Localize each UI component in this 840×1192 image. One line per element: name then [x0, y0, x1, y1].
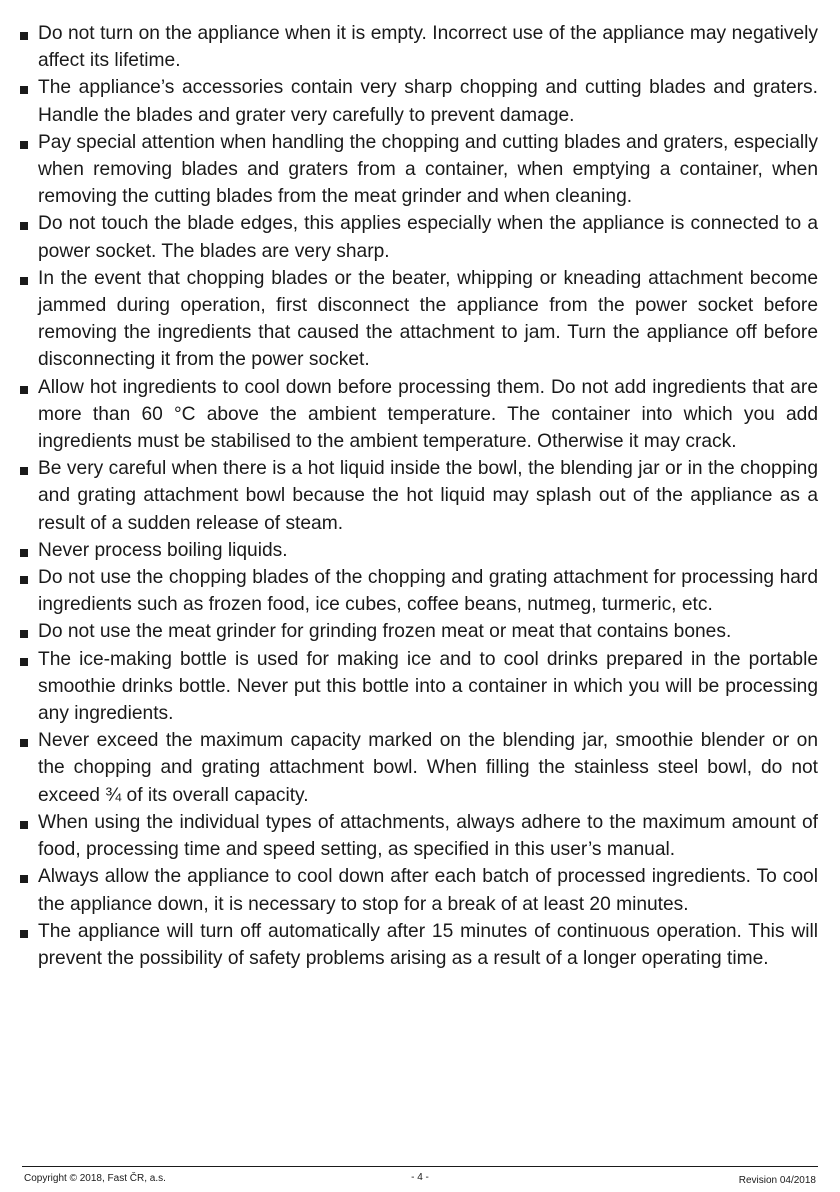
list-item-text: Allow hot ingredients to cool down before processing them. Do not add ingredients that are more than 60 °C above the ambient temperature. The container into which you add ingredients must be stabilised to the ambient temperature. Otherwise it may crack.	[38, 376, 818, 453]
list-item	[20, 20, 818, 74]
list-item-text: Be very careful when there is a hot liquid inside the bowl, the blending jar or in the chopping and grating attachment bowl because the hot liquid may splash out of the appliance as a result of a sudden release of steam.	[38, 458, 818, 534]
list-item	[20, 863, 818, 917]
instructions-content	[20, 20, 818, 972]
square-bullet-icon	[20, 630, 28, 638]
list-item-text: The appliance will turn off automatically after 15 minutes of continuous operation. This will prevent the possibility of safety problems arising as a result of a longer operating time.	[38, 920, 818, 969]
square-bullet-icon	[20, 821, 28, 829]
list-item-text: When using the individual types of attachments, always adhere to the maximum amount of food, processing time and speed setting, as specified in this user’s manual.	[38, 811, 818, 861]
list-item-text: Do not touch the blade edges, this applies especially when the appliance is connected to a power socket. The blades are very sharp.	[38, 213, 818, 262]
list-item	[20, 727, 818, 809]
page-number: - 4 -	[411, 1172, 429, 1183]
square-bullet-icon	[20, 930, 28, 938]
list-item-text: Do not use the meat grinder for grinding frozen meat or meat that contains bones.	[38, 621, 732, 643]
square-bullet-icon	[20, 467, 28, 475]
square-bullet-icon	[20, 386, 28, 394]
list-item-text: Never process boiling liquids.	[38, 539, 288, 561]
safety-instructions-list	[20, 20, 818, 972]
square-bullet-icon	[20, 576, 28, 584]
list-item	[20, 646, 818, 728]
square-bullet-icon	[20, 549, 28, 557]
list-item	[20, 74, 818, 128]
list-item	[20, 455, 818, 537]
copyright-text: Copyright © 2018, Fast ČR, a.s.	[24, 1173, 166, 1184]
list-item-text: The ice-making bottle is used for making ice and to cool drinks prepared in the portable smoothie drinks bottle. Never put this bottle into a container in which you will be processing any ingredients.	[38, 648, 818, 725]
list-item	[20, 537, 818, 564]
list-item	[20, 918, 818, 972]
list-item-text: Never exceed the maximum capacity marked on the blending jar, smoothie blender or on the chopping and grating attachment bowl. When filling the stainless steel bowl, do not exceed ¾ of its overall capacity.	[38, 730, 818, 806]
list-item-text: In the event that chopping blades or the beater, whipping or kneading attachment become jammed during operation, first disconnect the appliance from the power socket before removing the ingredients that caused the attachment to jam. Turn the appliance off before disconnecting it from the power socket.	[38, 267, 818, 371]
list-item	[20, 210, 818, 264]
square-bullet-icon	[20, 658, 28, 666]
list-item	[20, 374, 818, 456]
list-item-text: Do not turn on the appliance when it is empty. Incorrect use of the appliance may negatively affect its lifetime.	[38, 23, 818, 72]
list-item	[20, 265, 818, 374]
list-item	[20, 564, 818, 618]
revision-text: Revision 04/2018	[738, 1175, 816, 1186]
square-bullet-icon	[20, 739, 28, 747]
square-bullet-icon	[20, 32, 28, 40]
list-item	[20, 618, 818, 645]
list-item-text: Do not use the chopping blades of the chopping and grating attachment for processing hard ingredients such as frozen food, ice cubes, coffee beans, nutmeg, turmeric, etc.	[38, 567, 818, 616]
square-bullet-icon	[20, 875, 28, 883]
list-item-text: The appliance’s accessories contain very sharp chopping and cutting blades and graters. Handle the blades and grater very carefully to prevent damage.	[38, 77, 818, 126]
list-item-text: Always allow the appliance to cool down after each batch of processed ingredients. To cool the appliance down, it is necessary to stop for a break of at least 20 minutes.	[38, 866, 818, 915]
list-item	[20, 809, 818, 863]
square-bullet-icon	[20, 277, 28, 285]
list-item	[20, 129, 818, 211]
page-footer	[22, 1166, 818, 1187]
square-bullet-icon	[20, 86, 28, 94]
list-item-text: Pay special attention when handling the chopping and cutting blades and graters, especially when removing blades and graters from a container, when emptying a container, when removing the cutting blades from the meat grinder and when cleaning.	[38, 131, 818, 208]
square-bullet-icon	[20, 141, 28, 149]
square-bullet-icon	[20, 222, 28, 230]
